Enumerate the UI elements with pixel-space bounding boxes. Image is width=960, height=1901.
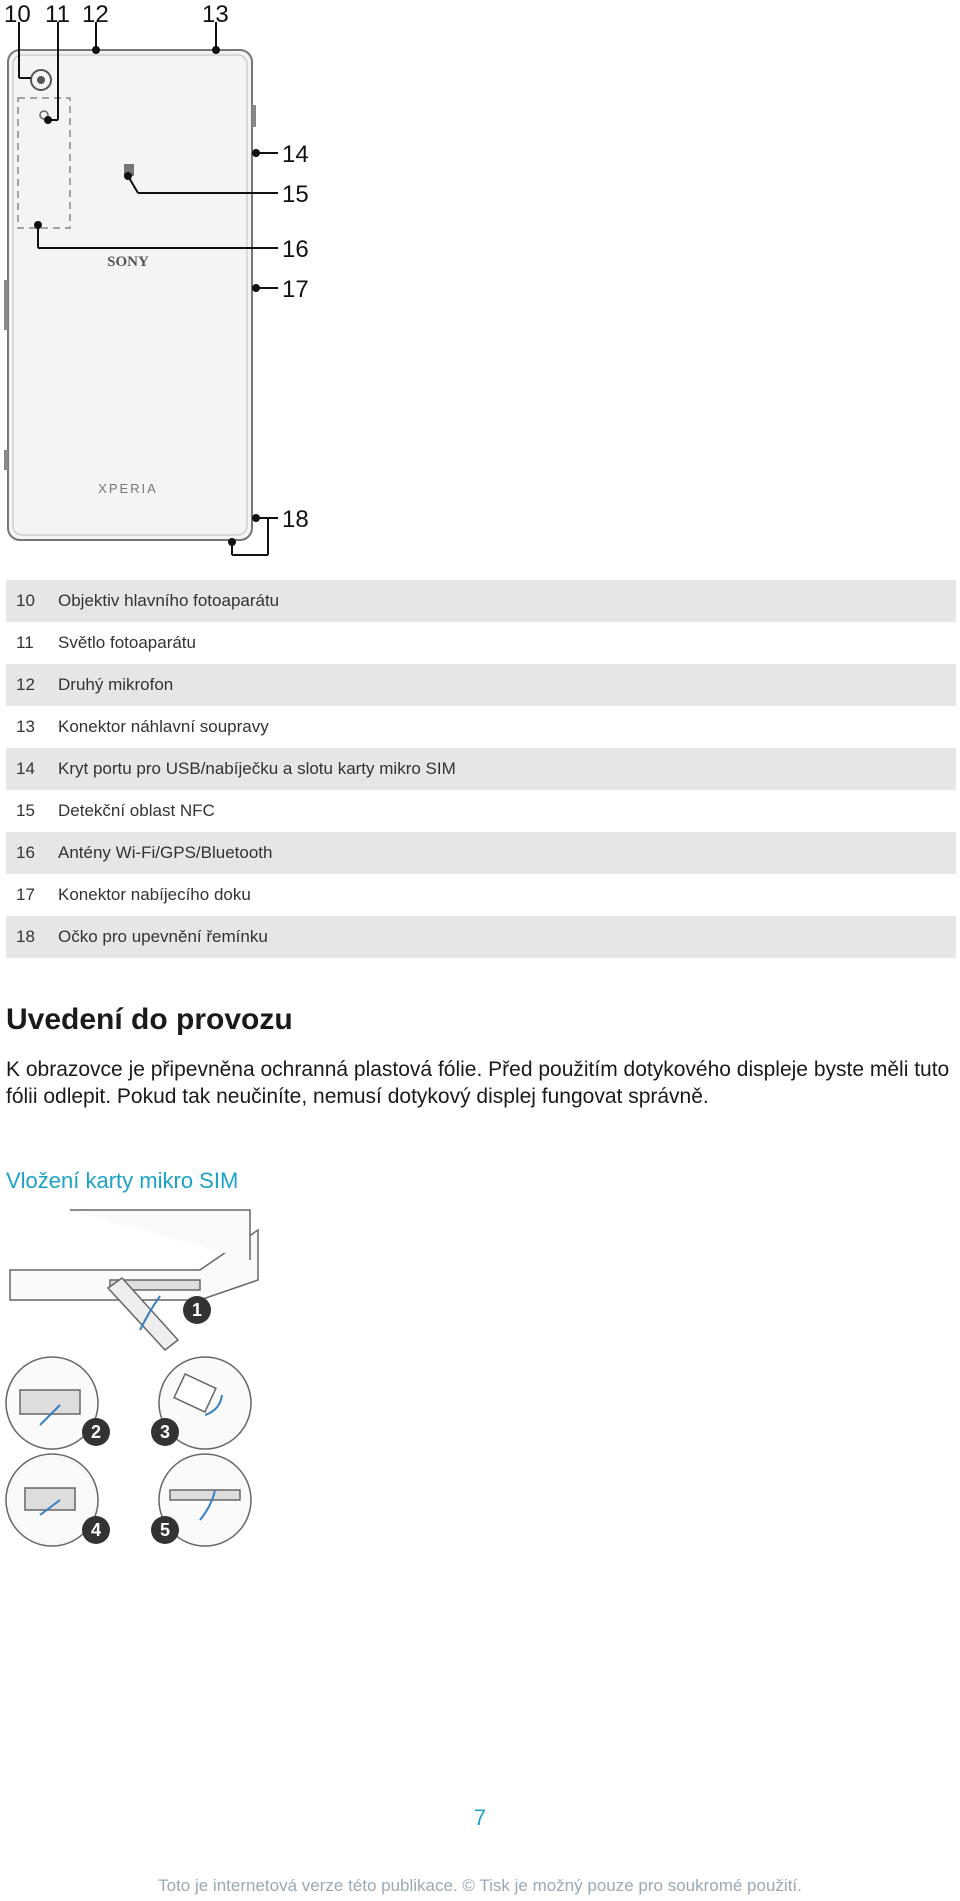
table-row xyxy=(6,748,956,790)
parts-table xyxy=(6,580,956,958)
footer-note: Toto je internetová verze této publikace. © Tisk je možný pouze pro soukromé použití. xyxy=(158,1876,802,1895)
part-number: 15 xyxy=(16,801,35,820)
part-label: Konektor náhlavní soupravy xyxy=(58,717,269,736)
part-label: Objektiv hlavního fotoaparátu xyxy=(58,591,280,610)
part-number: 10 xyxy=(16,591,35,610)
phone-back-diagram xyxy=(0,0,330,570)
callout-13: 13 xyxy=(202,1,229,28)
part-number: 17 xyxy=(16,885,35,904)
part-label: Kryt portu pro USB/nabíječku a slotu karty mikro SIM xyxy=(58,759,456,778)
step-4-badge: 4 xyxy=(90,1520,102,1540)
step-2-badge: 2 xyxy=(90,1422,102,1442)
table-row xyxy=(6,622,956,664)
table-row xyxy=(6,790,956,832)
callout-17: 17 xyxy=(282,276,309,303)
table-row xyxy=(6,664,956,706)
step-3-badge: 3 xyxy=(159,1422,171,1442)
part-label: Antény Wi-Fi/GPS/Bluetooth xyxy=(58,843,273,862)
callout-11: 11 xyxy=(45,1,70,28)
part-number: 18 xyxy=(16,927,35,946)
callout-12: 12 xyxy=(82,1,109,28)
part-label: Konektor nabíjecího doku xyxy=(58,885,251,904)
callout-14: 14 xyxy=(282,141,309,168)
page-number: 7 xyxy=(473,1805,487,1830)
part-number: 13 xyxy=(16,717,35,736)
table-row xyxy=(6,832,956,874)
sim-insertion-diagram xyxy=(0,1200,270,1570)
part-label: Druhý mikrofon xyxy=(58,675,174,694)
part-number: 14 xyxy=(16,759,35,778)
section-title: Uvedení do provozu xyxy=(6,1003,293,1036)
part-label: Světlo fotoaparátu xyxy=(58,633,196,652)
callout-16: 16 xyxy=(282,236,309,263)
callout-15: 15 xyxy=(282,181,309,208)
callout-10: 10 xyxy=(4,1,31,28)
part-number: 16 xyxy=(16,843,35,862)
table-row xyxy=(6,580,956,622)
part-label: Očko pro upevnění řemínku xyxy=(58,927,268,946)
table-row xyxy=(6,706,956,748)
callout-18: 18 xyxy=(282,506,309,533)
step-5-badge: 5 xyxy=(159,1520,171,1540)
part-number: 12 xyxy=(16,675,35,694)
table-row xyxy=(6,916,956,958)
part-number: 11 xyxy=(16,633,34,652)
intro-paragraph: K obrazovce je připevněna ochranná plastová fólie. Před použitím dotykového displeje byste měli tuto fólii odlepit. Pokud tak neučiníte, nemusí dotykový displej fungovat správně. xyxy=(6,1058,950,1108)
sony-logo: SONY xyxy=(107,254,149,270)
step-1-badge: 1 xyxy=(191,1300,203,1320)
table-row xyxy=(6,874,956,916)
xperia-logo: XPERIA xyxy=(98,481,158,496)
part-label: Detekční oblast NFC xyxy=(58,801,215,820)
subsection-title: Vložení karty mikro SIM xyxy=(6,1168,239,1193)
